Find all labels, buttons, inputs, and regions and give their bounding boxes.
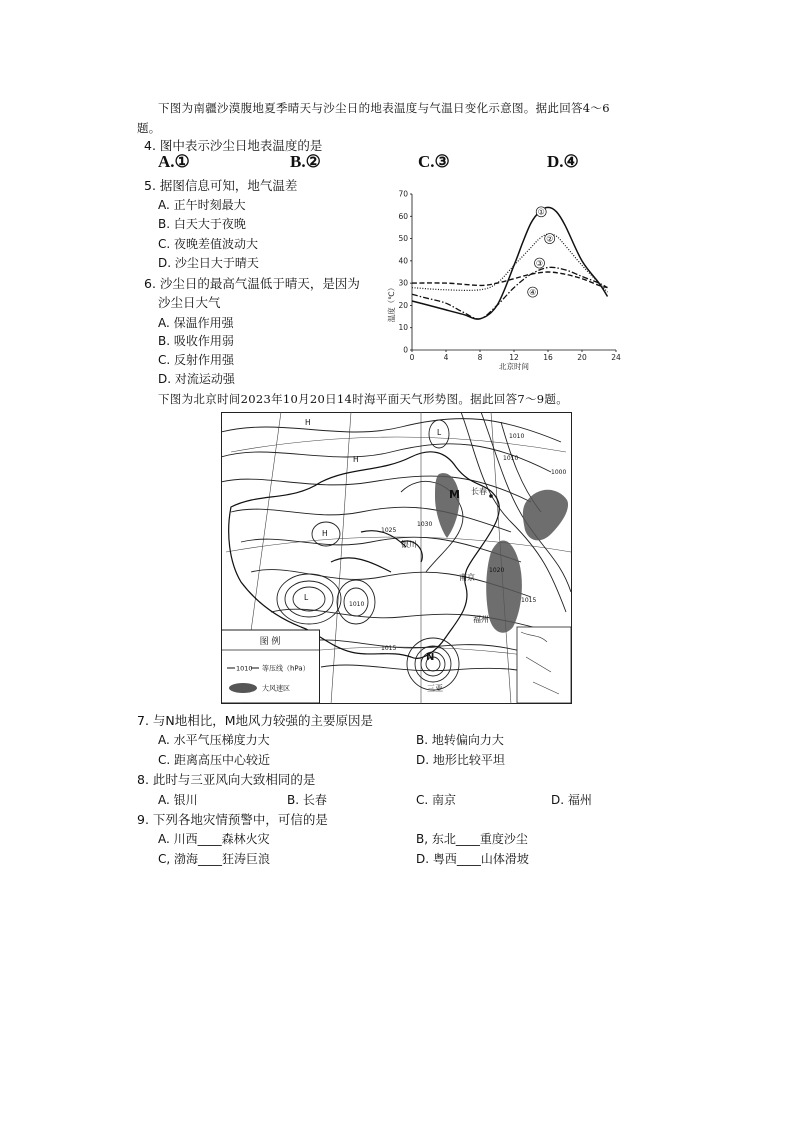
map-iso-1010-w: 1010 xyxy=(349,601,365,608)
chart-ytick-label: 30 xyxy=(398,278,408,288)
q6-option-b[interactable]: B. 吸收作用弱 xyxy=(158,334,234,348)
q8-option-a[interactable]: A. 银川 xyxy=(158,793,198,807)
map-city-yinchuan: 银川 xyxy=(401,540,417,549)
q7-stem: 7. 与N地相比，M地风力较强的主要原因是 xyxy=(137,713,374,728)
q9-option-b[interactable]: B, 东北____重度沙尘 xyxy=(416,832,528,846)
map-iso-1015-s: 1015 xyxy=(381,645,397,652)
q8-option-b[interactable]: B. 长春 xyxy=(287,793,327,807)
q4-option-a[interactable]: A.① xyxy=(158,152,190,171)
map-label-l-west: L xyxy=(304,593,309,602)
q5-stem: 5. 据图信息可知，地气温差 xyxy=(144,178,298,193)
chart-series-line-1 xyxy=(412,207,608,319)
chart-xtick-label: 12 xyxy=(509,353,519,362)
q8-stem: 8. 此时与三亚风向大致相同的是 xyxy=(137,772,316,787)
q4-option-d[interactable]: D.④ xyxy=(547,152,579,171)
map-city-fuzhou: 福州 xyxy=(473,615,489,624)
chart-series-line-2 xyxy=(412,234,608,292)
q7-option-d[interactable]: D. 地形比较平坦 xyxy=(416,753,505,767)
legend-title: 图 例 xyxy=(259,637,281,647)
chart-series-label-3: ③ xyxy=(535,258,544,268)
q6-stem-line2: 沙尘日大气 xyxy=(158,295,221,310)
chart-xtick-label: 20 xyxy=(577,353,587,362)
chart-ytick-label: 60 xyxy=(398,211,408,221)
map-label-n: N xyxy=(426,652,435,663)
map-city-sanya: 三亚 xyxy=(427,684,443,693)
legend-isobar-label: 等压线（hPa） xyxy=(262,664,310,673)
q6-option-d[interactable]: D. 对流运动强 xyxy=(158,372,235,386)
intro-q7-9: 下图为北京时间2023年10月20日14时海平面天气形势图。据此回答7～9题。 xyxy=(158,392,568,406)
q8-option-d[interactable]: D. 福州 xyxy=(551,793,592,807)
q7-option-c[interactable]: C. 距离高压中心较近 xyxy=(158,753,271,767)
chart-series-label-1: ① xyxy=(537,207,545,217)
q7-option-b[interactable]: B. 地转偏向力大 xyxy=(416,733,504,747)
chart-ytick-label: 20 xyxy=(398,300,408,310)
q4-option-c[interactable]: C.③ xyxy=(418,152,450,171)
chart-series-label-4: ④ xyxy=(529,287,537,297)
map-iso-1025: 1025 xyxy=(381,527,397,534)
map-iso-1010-ne2: 1010 xyxy=(503,455,519,462)
chart-ytick-label: 40 xyxy=(398,256,408,266)
q5-option-c[interactable]: C. 夜晚差值波动大 xyxy=(158,237,259,251)
q4-stem: 4. 图中表示沙尘日地表温度的是 xyxy=(144,138,323,153)
q6-option-a[interactable]: A. 保温作用强 xyxy=(158,316,234,330)
chart-xlabel: 北京时间 xyxy=(499,362,529,371)
q9-stem: 9. 下列各地灾情预警中，可信的是 xyxy=(137,812,328,827)
legend-wind-label: 大风速区 xyxy=(262,684,290,693)
q9-option-c[interactable]: C, 渤海____狂涛巨浪 xyxy=(158,852,271,866)
map-label-h-west: H xyxy=(322,529,328,538)
map-label-h-mongolia: H xyxy=(353,455,359,464)
q5-option-a[interactable]: A. 正午时刻最大 xyxy=(158,198,246,212)
map-iso-1010-ne: 1010 xyxy=(509,433,525,440)
chart-ytick-label: 50 xyxy=(398,234,408,244)
chart-ylabel: 温度（℃） xyxy=(387,283,396,323)
chart-series-label-2: ② xyxy=(546,234,554,244)
intro-q4-6-line2: 题。 xyxy=(137,121,161,135)
map-city-nanjing: 南京 xyxy=(459,573,475,582)
chart-xtick-label: 24 xyxy=(611,353,621,362)
map-iso-1020-e: 1020 xyxy=(489,567,505,574)
map-label-l-north: L xyxy=(437,428,442,437)
q6-option-c[interactable]: C. 反射作用强 xyxy=(158,353,235,367)
q4-option-b[interactable]: B.② xyxy=(290,152,321,171)
chart-xtick-label: 4 xyxy=(443,353,449,362)
map-label-m: M xyxy=(449,488,460,501)
map-city-changchun: 长春 xyxy=(471,487,487,496)
temperature-chart xyxy=(370,188,630,373)
map-iso-1030: 1030 xyxy=(417,521,433,528)
chart-xtick-label: 0 xyxy=(409,353,415,362)
map-iso-1015-e: 1015 xyxy=(521,597,537,604)
intro-q4-6-line1: 下图为南疆沙漠腹地夏季晴天与沙尘日的地表温度与气温日变化示意图。据此回答4～6 xyxy=(158,101,610,115)
q9-option-d[interactable]: D. 粤西____山体滑坡 xyxy=(416,852,529,866)
weather-map xyxy=(221,412,572,704)
chart-xtick-label: 8 xyxy=(477,353,483,362)
map-label-h-north: H xyxy=(305,418,311,427)
chart-ytick-label: 70 xyxy=(398,189,408,199)
q5-option-d[interactable]: D. 沙尘日大于晴天 xyxy=(158,256,259,270)
q8-option-c[interactable]: C. 南京 xyxy=(416,793,457,807)
q9-option-a[interactable]: A. 川西____森林火灾 xyxy=(158,832,270,846)
chart-xtick-label: 16 xyxy=(543,353,553,362)
map-iso-1000: 1000 xyxy=(551,469,567,476)
q5-option-b[interactable]: B. 白天大于夜晚 xyxy=(158,217,246,231)
chart-ytick-label: 0 xyxy=(403,345,408,355)
q6-stem-line1: 6. 沙尘日的最高气温低于晴天，是因为 xyxy=(144,276,360,291)
q7-option-a[interactable]: A. 水平气压梯度力大 xyxy=(158,733,270,747)
legend-wind-swatch xyxy=(229,683,257,693)
legend-isobar-value: 1010 xyxy=(236,664,253,673)
chart-ytick-label: 10 xyxy=(398,323,408,333)
